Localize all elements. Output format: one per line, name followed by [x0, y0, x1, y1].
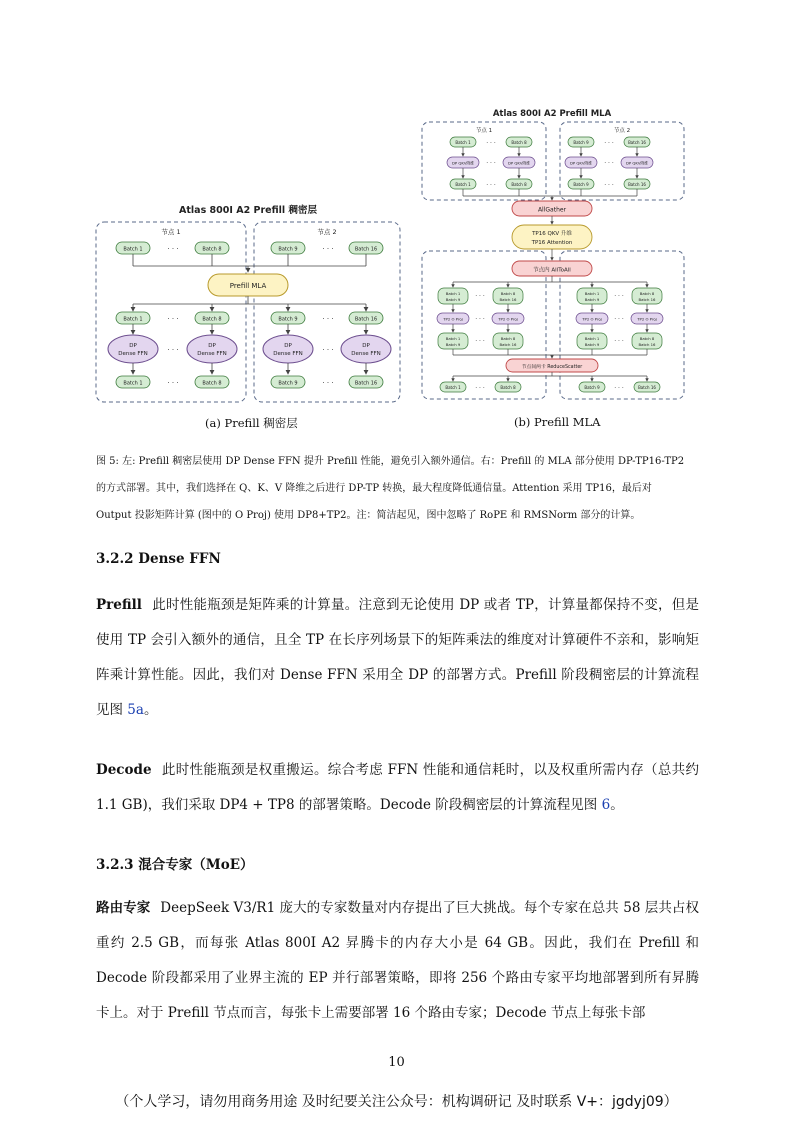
b-row5-oproj: [437, 313, 663, 324]
ffn-label: DP: [129, 343, 137, 349]
ellipsis: · · ·: [167, 379, 179, 387]
caption-line: 图 5: 左: Prefill 稠密层使用 DP Dense FFN 提升 Prefill 性能，避免引入额外通信。右：Prefill 的 MLA 部分使用 DP-TP16-TP2: [96, 456, 685, 467]
footer-note: （个人学习，请勿用商务用途 及时纪要关注公众号：机构调研记 及时联系 V+：jgdyj09）: [115, 1094, 678, 1110]
paragraph-text: 此时性能瓶颈是矩阵乘的计算量。注意到无论使用 DP 或者 TP，计算量都保持不变，但是使用 TP 会引入额外的通信，且全 TP 在长序列场景下的矩阵乘法的维度对计算硬件不亲和，影响矩阵乘计算性能。因此，我们对 Dense FFN 采用全 DP 的部署方式。Prefill 阶段稠密层的计算流程见图: [96, 597, 699, 718]
paragraph-text: 此时性能瓶颈是权重搬运。综合考虑 FFN 性能和通信耗时，以及权重所需内存（总共约 1.1 GB)，我们采取 DP4 + TP8 的部署策略。Decode 阶段稠密层的计算流程见图: [96, 762, 699, 813]
batch-label: Batch 9: [573, 182, 589, 187]
caption-line: Output 投影矩阵计算 (图中的 O Proj) 使用 DP8+TP2。注：简洁起见，图中忽略了 RoPE 和 RMSNorm 部分的计算。: [96, 510, 641, 521]
figure-b-caption: (b) Prefill MLA: [514, 415, 601, 429]
batch-label: Batch 9: [278, 316, 298, 323]
batch-label: Batch 16: [628, 140, 646, 145]
ffn-label: Dense FFN: [273, 351, 303, 357]
page-number: 10: [388, 1055, 405, 1070]
figure-a-diagram: [90, 196, 406, 408]
ellipsis: · · ·: [322, 245, 334, 253]
figure-b-diagram: [418, 103, 688, 405]
ffn-label: DP: [362, 343, 370, 349]
batch-label: Batch 1: [445, 336, 461, 341]
tp16-label: TP16 QKV 升维: [532, 231, 572, 237]
ellipsis: · · ·: [167, 346, 179, 354]
ellipsis: · · ·: [614, 316, 624, 323]
batch-label: Batch 1: [584, 291, 600, 296]
node1-label: 节点 1: [475, 128, 493, 134]
paragraph-lead: 路由专家: [96, 900, 151, 916]
batch-label: Batch 8: [202, 316, 222, 323]
batch-label: Batch 1: [455, 140, 471, 145]
ellipsis: · · ·: [167, 245, 179, 253]
batch-label: Batch 16: [499, 297, 517, 302]
batch-label: Batch 8: [500, 336, 516, 341]
oproj-label: TP2 O Proj: [498, 316, 518, 322]
batch-label: Batch 16: [638, 385, 656, 390]
b-row2-qkv: [447, 157, 653, 168]
batch-label: Batch 1: [123, 380, 143, 387]
ellipsis: · · ·: [614, 293, 624, 300]
ffn-label: Dense FFN: [118, 351, 148, 357]
paragraph-moe: [96, 891, 699, 1031]
batch-label: Batch 9: [584, 342, 600, 347]
paragraph-prefill: [96, 588, 699, 728]
ellipsis: · · ·: [614, 338, 624, 345]
node2-label: 节点 2: [317, 228, 337, 236]
batch-label: Batch 1: [445, 291, 461, 296]
paragraph-lead: Prefill: [96, 597, 142, 613]
qkv-label: DP QKV降维: [625, 160, 649, 166]
batch-mid-row: [116, 312, 383, 324]
ellipsis: · · ·: [167, 315, 179, 323]
reducescatter-label: 节点间两卡 ReduceScatter: [521, 365, 583, 370]
batch-label: Batch 8: [511, 140, 527, 145]
ellipsis: · · ·: [475, 293, 485, 300]
ellipsis: · · ·: [322, 346, 334, 354]
ellipsis: · · ·: [604, 160, 614, 167]
b-row7: [440, 382, 660, 392]
figure-b-title: Atlas 800I A2 Prefill MLA: [492, 109, 612, 119]
batch-label: Batch 1: [455, 182, 471, 187]
ellipsis: · · ·: [604, 140, 614, 147]
dense-ffn-row: [108, 335, 391, 363]
batch-label: Batch 9: [278, 246, 298, 253]
oproj-label: TP2 O Proj: [637, 316, 657, 322]
figure-a-title: Atlas 800I A2 Prefill 稠密层: [179, 205, 317, 216]
ellipsis: · · ·: [322, 379, 334, 387]
alltoall-label: 节点内 AllToAll: [533, 267, 571, 274]
batch-label: Batch 9: [445, 297, 461, 302]
ellipsis: · · ·: [322, 315, 334, 323]
batch-label: Batch 1: [584, 336, 600, 341]
batch-label: Batch 16: [638, 297, 656, 302]
b-row1: [450, 137, 650, 147]
node1-label: 节点 1: [161, 228, 181, 236]
batch-label: Batch 8: [202, 246, 222, 253]
qkv-label: DP QKV降维: [507, 160, 531, 166]
batch-label: Batch 8: [511, 182, 527, 187]
batch-label: Batch 8: [500, 385, 516, 390]
oproj-label: TP2 O Proj: [582, 316, 602, 322]
batch-label: Batch 8: [202, 380, 222, 387]
paragraph-text: DeepSeek V3/R1 庞大的专家数量对内存提出了巨大挑战。每个专家在总共 58 层共占权重约 2.5 GB，而每张 Atlas 800I A2 昇腾卡的内存大小是 64 GB。因此，我们在 Prefill 和 Decode 阶段都采用了业界主流的 EP 并行部署策略，即将 256 个路由专家平均地部署到所有昇腾卡上。对于 Prefill 节点而言，每张卡上需要部署 16 个路由专家；Decode 节点上每张卡部: [96, 900, 699, 1021]
b-row6: [438, 333, 662, 349]
qkv-label: DP QKV降维: [451, 160, 475, 166]
batch-bottom-row: [116, 376, 383, 388]
batch-label: Batch 9: [573, 140, 589, 145]
batch-label: Batch 9: [278, 380, 298, 387]
section-heading-3-2-2: 3.2.2 Dense FFN: [96, 551, 221, 567]
ffn-label: Dense FFN: [197, 351, 227, 357]
figure-a-caption: (a) Prefill 稠密层: [205, 416, 298, 430]
b-row3: [450, 179, 650, 189]
batch-label: Batch 8: [500, 291, 516, 296]
section-heading-3-2-3: 3.2.3 混合专家（MoE）: [96, 857, 254, 873]
ffn-label: DP: [208, 343, 216, 349]
prefill-mla-label: Prefill MLA: [229, 282, 267, 290]
batch-label: Batch 8: [639, 291, 655, 296]
tp16-label: TP16 Attention: [531, 240, 573, 246]
batch-label: Batch 1: [123, 246, 143, 253]
paragraph-tail: 。: [610, 797, 624, 813]
ellipsis: · · ·: [614, 385, 624, 392]
ellipsis: · · ·: [604, 182, 614, 189]
batch-label: Batch 16: [628, 182, 646, 187]
node2-label: 节点 2: [613, 128, 631, 134]
ffn-label: Dense FFN: [351, 351, 381, 357]
batch-label: Batch 16: [354, 316, 378, 323]
batch-label: Batch 1: [445, 385, 461, 390]
batch-top-row: [116, 242, 383, 254]
paragraph-lead: Decode: [96, 762, 152, 778]
batch-label: Batch 16: [354, 380, 378, 387]
figure-b: [418, 103, 688, 405]
ellipsis: · · ·: [475, 385, 485, 392]
paragraph-tail: 。: [143, 702, 158, 718]
batch-label: Batch 9: [445, 342, 461, 347]
ellipsis: · · ·: [486, 182, 496, 189]
ellipsis: · · ·: [475, 316, 485, 323]
allgather-label: AllGather: [537, 206, 567, 214]
batch-label: Batch 9: [584, 297, 600, 302]
batch-label: Batch 1: [123, 316, 143, 323]
ffn-label: DP: [284, 343, 292, 349]
batch-label: Batch 8: [639, 336, 655, 341]
figure-ref-link[interactable]: 6: [601, 797, 611, 813]
b-row4: [438, 288, 662, 304]
ellipsis: · · ·: [475, 338, 485, 345]
figure-a: [90, 196, 406, 408]
batch-label: Batch 16: [638, 342, 656, 347]
ellipsis: · · ·: [486, 160, 496, 167]
figure-ref-link[interactable]: 5a: [127, 702, 144, 718]
oproj-label: TP2 O Proj: [443, 316, 463, 322]
batch-label: Batch 16: [499, 342, 517, 347]
figure5-caption: [96, 448, 698, 529]
paragraph-decode: [96, 753, 699, 823]
qkv-label: DP QKV降维: [569, 160, 593, 166]
batch-label: Batch 9: [584, 385, 600, 390]
caption-line: 的方式部署。其中，我们选择在 Q、K、V 降维之后进行 DP-TP 转换，最大程度降低通信量。Attention 采用 TP16，最后对: [96, 483, 652, 494]
batch-label: Batch 16: [354, 246, 378, 253]
ellipsis: · · ·: [486, 140, 496, 147]
